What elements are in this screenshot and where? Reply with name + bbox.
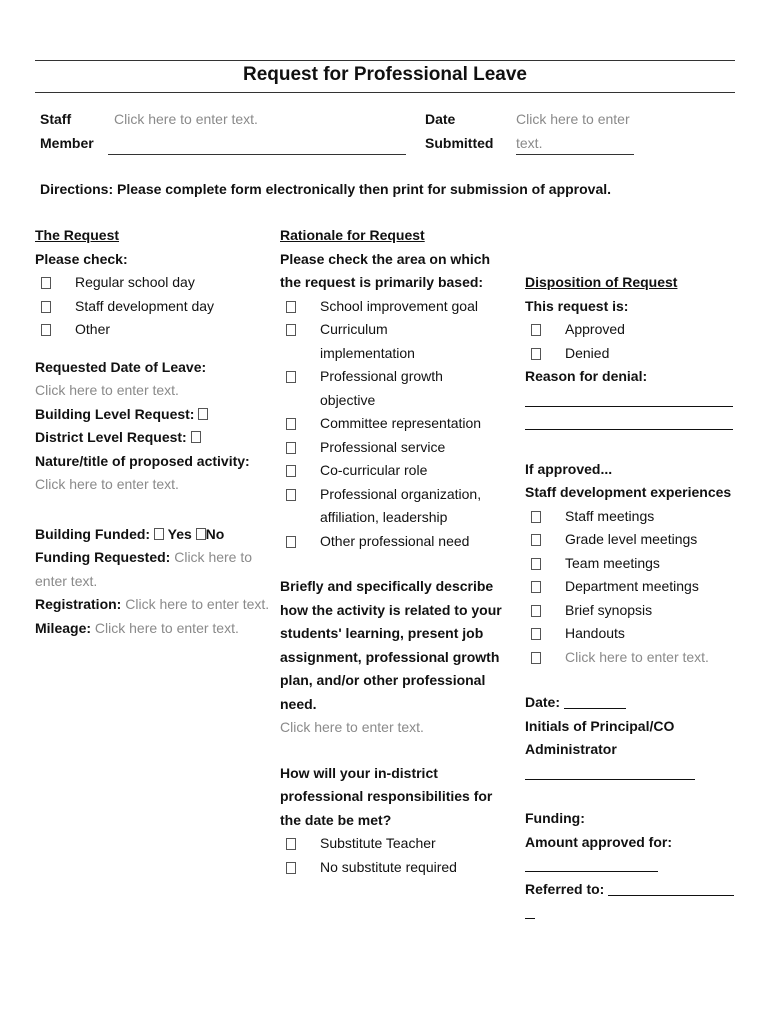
date-blank[interactable] (564, 694, 626, 709)
checkbox[interactable] (531, 348, 541, 360)
checkbox[interactable] (286, 489, 296, 501)
checkbox[interactable] (531, 628, 541, 640)
status-option-approved[interactable]: Approved (525, 318, 735, 342)
experience-options (525, 505, 735, 646)
staff-member-label: Staff Member (40, 111, 94, 151)
funding-label: Funding: (525, 810, 585, 826)
rationale-option[interactable] (280, 459, 510, 483)
page-title: Request for Professional Leave (242, 64, 528, 85)
rationale-option[interactable] (280, 295, 510, 319)
rationale-option-label: School improvement goal (320, 297, 478, 314)
checkbox[interactable] (41, 301, 51, 313)
request-heading: The Request (35, 227, 120, 243)
rationale-option[interactable] (280, 365, 510, 412)
request-option-other[interactable]: Other (35, 318, 270, 342)
referred-line-cont[interactable] (525, 901, 735, 925)
amount-approved-line[interactable] (525, 854, 735, 878)
rationale-option[interactable] (280, 436, 510, 460)
experiences-label: Staff development experiences (525, 484, 732, 500)
building-level-row: Building Level Request: (35, 403, 270, 427)
describe-question: Briefly and specifically describe how the activity is related to your students' learning, present job assignment, professional growth plan, and/or other professional need. (280, 578, 502, 712)
mileage-row: Mileage: Click here to enter text. (35, 619, 239, 636)
experience-option-label: Department meetings (565, 578, 699, 594)
district-level-row: District Level Request: (35, 426, 270, 450)
funded-yes-checkbox[interactable] (154, 528, 164, 540)
date-submitted-label: Date Submitted (425, 111, 494, 151)
registration-field[interactable]: Click here to enter text. (125, 596, 270, 612)
requested-date-field[interactable]: Click here to enter text. (35, 382, 179, 398)
checkbox[interactable] (286, 838, 296, 850)
experience-option-label: Team meetings (565, 554, 660, 571)
denial-line-1[interactable] (525, 389, 735, 413)
checkbox[interactable] (286, 301, 296, 313)
date-row: Date: (525, 691, 735, 715)
denial-line-2[interactable] (525, 412, 735, 436)
rationale-option[interactable] (280, 412, 510, 436)
status-option-denied[interactable]: Denied (525, 342, 735, 366)
rationale-option-label: affiliation, leadership (320, 509, 448, 525)
checkbox[interactable] (286, 862, 296, 874)
experience-option[interactable] (525, 575, 735, 599)
requested-date-label: Requested Date of Leave: (35, 358, 207, 375)
experience-option-other[interactable]: Click here to enter text. (525, 646, 735, 670)
responsibilities-question: How will your in-district professional responsibilities for the date be met? (280, 764, 493, 828)
referred-row: Referred to: (525, 878, 735, 902)
rationale-options (280, 295, 510, 554)
rationale-option[interactable] (280, 483, 510, 530)
experience-option[interactable] (525, 599, 735, 623)
building-level-checkbox[interactable] (198, 408, 208, 420)
directions-text: Directions: Please complete form electronically then print for submission of approval. (40, 181, 612, 197)
experience-option-label: Grade level meetings (565, 531, 698, 547)
nature-field[interactable]: Click here to enter text. (35, 476, 179, 492)
checkbox[interactable] (531, 511, 541, 523)
staff-member-field[interactable]: Click here to enter text. (114, 111, 258, 127)
initials-label: Initials of Principal/CO Administrator (525, 717, 675, 757)
disposition-status-label: This request is: (525, 297, 629, 314)
nature-label: Nature/title of proposed activity: (35, 452, 250, 469)
staff-member-underline (108, 154, 406, 155)
registration-row: Registration: Click here to enter text. (35, 596, 270, 612)
rationale-option[interactable] (280, 530, 510, 554)
checkbox[interactable] (286, 418, 296, 430)
referred-blank[interactable] (608, 881, 734, 896)
mileage-field[interactable]: Click here to enter text. (94, 619, 239, 636)
experience-option[interactable] (525, 552, 735, 576)
denial-label: Reason for denial: (525, 368, 648, 384)
coverage-option-none[interactable]: No substitute required (280, 856, 510, 880)
rationale-option-label: implementation (320, 344, 415, 361)
amount-approved-label: Amount approved for: (525, 833, 672, 850)
checkbox[interactable] (286, 536, 296, 548)
checkbox[interactable] (531, 581, 541, 593)
rationale-option-label: Other professional need (320, 532, 470, 549)
experience-option[interactable] (525, 528, 735, 552)
funded-no-checkbox[interactable] (196, 528, 206, 540)
checkbox[interactable] (41, 277, 51, 289)
rationale-option[interactable] (280, 318, 510, 365)
checkbox[interactable] (41, 324, 51, 336)
disposition-column (525, 271, 735, 925)
rationale-instruction: Please check the area on which the request is primarily based: (280, 250, 491, 290)
request-check-label: Please check: (35, 250, 128, 267)
rationale-option-label: Professional service (320, 438, 446, 455)
checkbox[interactable] (286, 371, 296, 383)
rationale-option-label: Co-curricular role (320, 462, 428, 478)
title-rule (35, 92, 735, 93)
rationale-option-label: objective (320, 391, 376, 408)
rationale-option-label: Professional growth (320, 368, 443, 384)
describe-field[interactable]: Click here to enter text. (280, 719, 424, 735)
checkbox[interactable] (531, 652, 541, 664)
request-option-staff-dev[interactable]: Staff development day (35, 295, 270, 319)
request-column (35, 224, 270, 640)
date-submitted-field[interactable]: Click here to enter text. (516, 111, 630, 151)
date-submitted-underline (516, 154, 634, 155)
checkbox[interactable] (531, 605, 541, 617)
rationale-option-label: Curriculum (320, 321, 388, 337)
rationale-heading: Rationale for Request (280, 227, 425, 243)
disposition-heading: Disposition of Request (525, 274, 678, 290)
initials-line[interactable] (525, 762, 735, 786)
request-option-regular[interactable]: Regular school day (35, 271, 270, 295)
checkbox[interactable] (531, 534, 541, 546)
funding-requested-field[interactable]: Click here to (174, 549, 253, 565)
rationale-option-label: Professional organization, (320, 485, 482, 502)
building-funded-row: Building Funded: Yes No (35, 525, 225, 542)
top-rule (35, 60, 735, 61)
experience-option-label: Brief synopsis (565, 601, 653, 618)
rationale-column (280, 224, 510, 879)
experience-option-label: Staff meetings (565, 507, 655, 524)
rationale-option-label: Committee representation (320, 415, 482, 431)
checkbox[interactable] (531, 558, 541, 570)
experience-option-label: Handouts (565, 625, 625, 641)
district-level-checkbox[interactable] (191, 431, 201, 443)
experience-option[interactable] (525, 505, 735, 529)
checkbox[interactable] (286, 465, 296, 477)
checkbox[interactable] (531, 324, 541, 336)
checkbox[interactable] (286, 324, 296, 336)
coverage-option-substitute[interactable]: Substitute Teacher (280, 832, 510, 856)
experience-option[interactable] (525, 622, 735, 646)
checkbox[interactable] (286, 442, 296, 454)
funding-requested-row: Funding Requested: Click here to (35, 549, 253, 565)
if-approved-label: If approved... (525, 460, 613, 477)
funding-requested-field-cont[interactable]: enter text. (35, 572, 98, 589)
